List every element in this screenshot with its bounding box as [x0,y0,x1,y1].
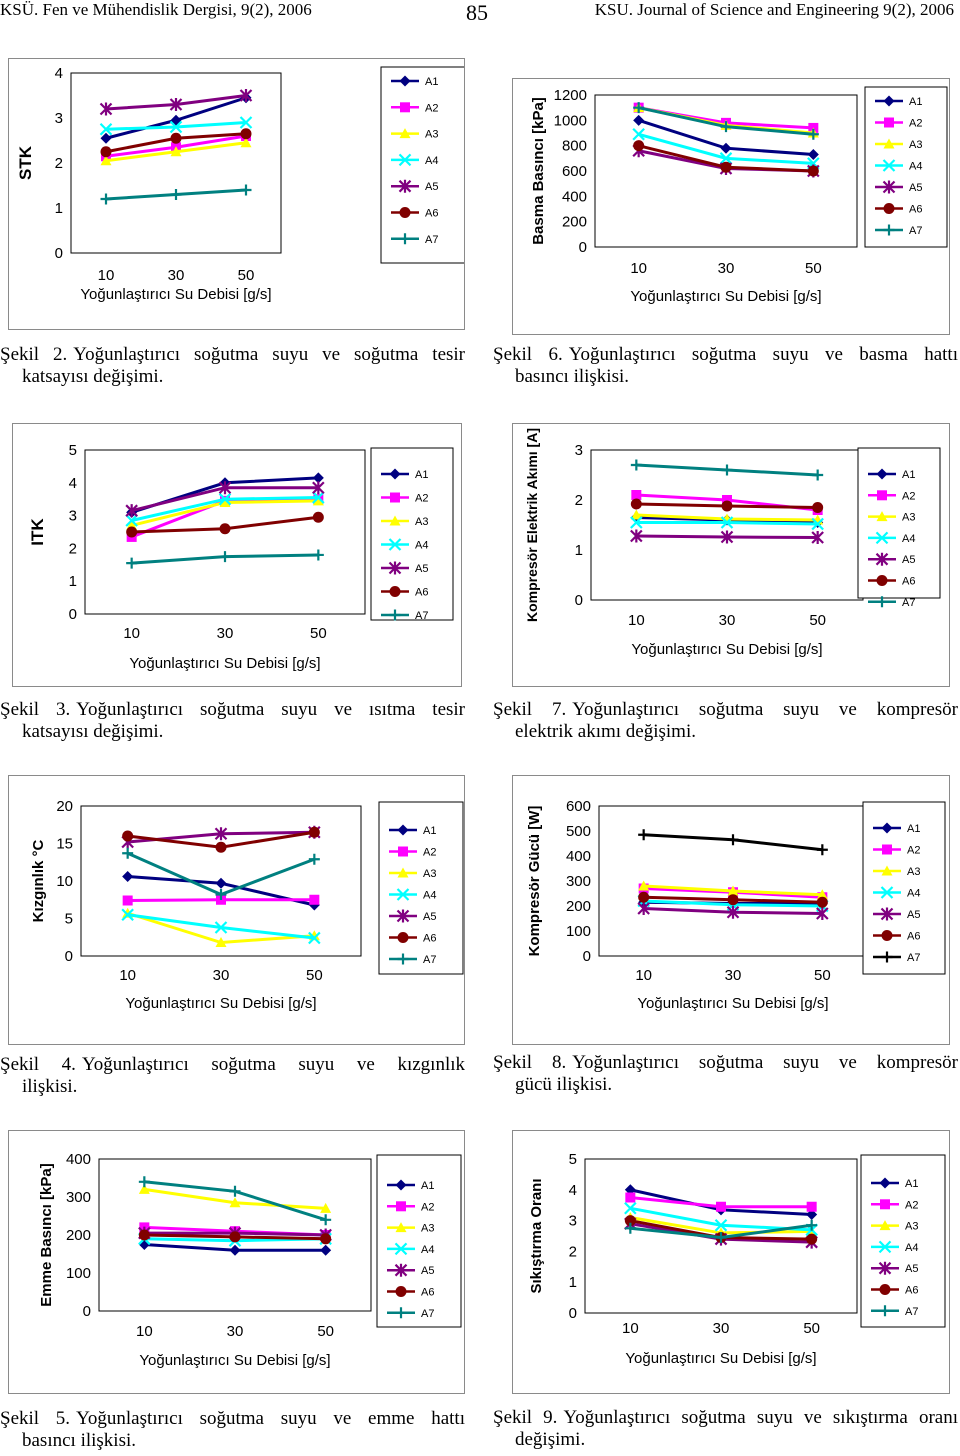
caption-text-cont: basıncı ilişkisi. [515,366,629,387]
y-axis-label: Kızgınlık °C [30,839,47,923]
y-tick-label: 1 [54,200,63,217]
legend-label: A1 [415,469,429,481]
legend-label: A6 [425,207,439,220]
data-point [631,499,642,510]
data-point [123,896,133,906]
y-tick-label: 0 [568,1305,577,1322]
y-tick-label: 200 [561,213,587,231]
caption-fig4 [0,1054,465,1098]
x-tick-label: 30 [226,1323,244,1340]
y-tick-label: 600 [565,798,591,815]
caption-fig8 [493,1052,958,1096]
y-tick-label: 300 [65,1189,91,1206]
data-point [241,128,252,139]
x-tick-label: 50 [317,1323,335,1340]
y-axis-label: Kompresör Gücü [W] [526,805,543,957]
legend-label: A7 [421,1307,435,1320]
data-point [230,1231,241,1242]
chart-fig3 [12,423,462,687]
chart-svg [9,59,464,329]
legend-label: A3 [425,128,439,141]
y-axis-label: Emme Basıncı [kPa] [38,1163,55,1307]
y-axis-label: Sıkıştırma Oranı [528,1178,545,1294]
caption-text: Yoğunlaştırıcı soğutma suyu ve soğutma tesir [73,344,466,365]
y-axis-label: Kompresör Elektrik Akımı [A] [524,428,540,622]
x-tick-label: 50 [809,612,827,629]
data-point [126,527,137,538]
caption-text-cont: gücü ilişkisi. [515,1074,613,1095]
caption-fig2 [0,344,465,388]
legend-label: A4 [415,539,429,552]
caption-fig3 [0,699,465,743]
caption-number: Şekil 7. [493,699,567,720]
legend-label: A2 [907,844,921,857]
caption-number: Şekil 6. [493,344,563,365]
y-tick-label: 100 [565,923,591,940]
legend-label: A3 [423,868,437,880]
legend-label: A6 [905,1284,919,1297]
y-tick-label: 0 [582,948,591,965]
x-tick-label: 30 [712,1320,730,1337]
y-tick-label: 5 [68,442,77,459]
y-tick-label: 4 [68,474,77,492]
caption-text-cont: katsayısı değişimi. [22,366,164,387]
legend-marker [390,586,401,597]
legend-label: A2 [909,117,923,130]
legend-label: A1 [425,76,439,88]
x-axis-label: Yoğunlaştırıcı Su Debisi [g/s] [129,655,321,672]
y-tick-label: 0 [68,606,77,623]
caption-text-cont: değişimi. [515,1429,586,1450]
data-point [812,502,823,513]
caption-number: Şekil 4. [0,1054,76,1075]
chart-fig6 [512,78,950,335]
caption-text: Yoğunlaştırıcı soğutma suyu ve basma hattı [568,344,958,365]
caption-number: Şekil 8. [493,1052,567,1073]
x-axis-label: Yoğunlaştırıcı Su Debisi [g/s] [139,1352,331,1369]
caption-text-cont: basıncı ilişkisi. [22,1430,136,1451]
caption-fig5 [0,1408,465,1452]
legend-label: A6 [907,930,921,943]
x-axis-label: Yoğunlaştırıcı Su Debisi [g/s] [125,995,317,1012]
caption-text: Yoğunlaştırıcı soğutma suyu ve sıkıştırma oranı [563,1407,959,1428]
caption-text: Yoğunlaştırıcı soğutma suyu ve kompresör [572,699,959,720]
plot-area [599,806,867,956]
legend-marker [884,203,895,214]
caption-fig7 [493,699,958,743]
x-tick-label: 10 [119,967,137,984]
x-tick-label: 10 [621,1320,639,1337]
x-axis-label: Yoğunlaştırıcı Su Debisi [g/s] [625,1350,817,1367]
x-tick-label: 50 [813,967,831,984]
y-tick-label: 3 [568,1212,577,1230]
chart-svg [513,1131,949,1393]
legend-marker [400,102,410,112]
legend-marker [396,1201,406,1211]
data-point [728,894,739,905]
x-tick-label: 10 [635,967,653,984]
legend-label: A5 [907,909,921,921]
y-tick-label: 0 [578,239,587,256]
legend-marker [398,932,409,943]
x-tick-label: 30 [717,260,735,277]
y-tick-label: 3 [68,507,77,525]
legend-marker [390,493,400,503]
chart-svg [513,776,949,1044]
y-tick-label: 2 [574,492,583,509]
y-tick-label: 2 [54,155,63,172]
chart-svg [9,776,464,1044]
legend-label: A4 [425,154,439,167]
legend-label: A5 [421,1265,435,1278]
data-point [722,501,733,512]
legend-label: A3 [905,1220,919,1233]
x-tick-label: 10 [627,612,645,629]
caption-text-cont: elektrik akımı değişimi. [515,721,696,742]
chart-fig5 [8,1130,465,1394]
chart-svg [513,79,949,334]
caption-text-cont: ilişkisi. [22,1076,78,1097]
legend-label: A7 [907,952,921,964]
legend [861,1155,945,1327]
x-tick-label: 30 [167,267,185,284]
data-point [309,895,319,905]
y-tick-label: 500 [565,823,591,840]
legend-marker [880,1199,890,1209]
y-tick-label: 400 [565,848,591,865]
legend-label: A1 [909,96,923,108]
caption-text: Yoğunlaştırıcı soğutma suyu ve emme hattı [76,1408,465,1429]
legend-label: A2 [425,102,439,115]
legend-label: A1 [902,469,916,481]
y-tick-label: 4 [54,65,63,82]
chart-fig7 [512,423,950,687]
y-tick-label: 1 [574,542,583,559]
legend-label: A6 [421,1286,435,1299]
y-tick-label: 0 [54,245,63,262]
caption-number: Şekil 5. [0,1408,71,1429]
y-tick-label: 0 [574,592,583,609]
legend-marker [877,490,887,500]
y-tick-label: 1 [568,1274,577,1292]
legend-marker [396,1286,407,1297]
y-tick-label: 10 [56,873,73,890]
legend-label: A7 [415,610,429,622]
journal-header-left: KSÜ. Fen ve Mühendislik Dergisi, 9(2), 2006 [0,0,312,19]
data-point [309,827,320,838]
x-tick-label: 50 [804,260,822,277]
legend-label: A1 [421,1180,435,1192]
legend-label: A7 [423,954,437,966]
legend-label: A2 [905,1199,919,1212]
data-point [216,842,227,853]
x-axis-label: Yoğunlaştırıcı Su Debisi [g/s] [631,641,823,658]
legend-label: A5 [415,563,429,575]
legend [865,87,947,247]
caption-text: Yoğunlaştırıcı soğutma suyu ve ısıtma tesir [76,699,465,720]
data-point [806,1234,817,1245]
y-tick-label: 5 [64,910,73,928]
legend-label: A5 [425,181,439,194]
legend-label: A6 [909,203,923,216]
data-point [320,1233,331,1244]
legend-marker [884,118,894,128]
legend-label: A2 [421,1201,435,1214]
x-tick-label: 10 [97,267,115,284]
legend-marker [882,930,893,941]
x-tick-label: 30 [216,625,234,642]
x-axis-label: Yoğunlaştırıcı Su Debisi [g/s] [80,286,272,303]
caption-text: Yoğunlaştırıcı soğutma suyu ve kızgınlık [81,1054,465,1075]
y-tick-label: 4 [568,1181,577,1199]
data-point [220,523,231,534]
chart-fig2 [8,58,465,330]
page-number: 85 [466,0,488,25]
x-axis-label: Yoğunlaştırıcı Su Debisi [g/s] [637,995,829,1012]
caption-number: Şekil 9. [493,1407,558,1428]
y-tick-label: 0 [64,948,73,965]
y-tick-label: 1000 [553,112,587,130]
y-tick-label: 2 [68,540,77,558]
data-point [625,1193,635,1203]
legend-label: A7 [902,596,916,609]
y-tick-label: 600 [561,163,587,180]
legend-marker [882,845,892,855]
y-tick-label: 400 [561,188,587,206]
y-tick-label: 5 [568,1151,577,1168]
chart-svg [9,1131,464,1393]
data-point [817,897,828,908]
chart-fig9 [512,1130,950,1394]
legend [377,1155,461,1327]
data-point [716,1202,726,1212]
legend-marker [400,207,411,218]
legend-label: A3 [907,866,921,878]
legend-label: A4 [423,889,437,902]
legend-marker [877,575,888,586]
caption-number: Şekil 2. [0,344,68,365]
legend-label: A2 [423,846,437,859]
caption-number: Şekil 3. [0,699,71,720]
y-tick-label: 2 [568,1243,577,1261]
chart-fig4 [8,775,465,1045]
y-tick-label: 800 [561,137,587,155]
data-point [171,133,182,144]
caption-text-cont: katsayısı değişimi. [22,721,164,742]
legend-label: A2 [415,492,429,505]
legend-label: A5 [909,182,923,194]
y-tick-label: 15 [56,835,73,853]
y-tick-label: 3 [54,110,63,127]
x-tick-label: 50 [237,267,255,284]
x-tick-label: 30 [718,612,736,629]
legend-label: A1 [905,1178,919,1190]
y-tick-label: 20 [56,798,73,815]
legend-label: A7 [909,225,923,237]
legend-label: A5 [905,1263,919,1276]
y-tick-label: 1 [68,573,77,591]
legend-label: A4 [907,887,921,900]
legend-label: A6 [423,932,437,945]
x-axis-label: Yoğunlaştırıcı Su Debisi [g/s] [630,288,822,305]
legend-label: A1 [423,825,437,837]
legend-label: A2 [902,490,916,503]
legend [858,448,940,598]
data-point [638,892,649,903]
caption-text: Yoğunlaştırıcı soğutma suyu ve kompresör [572,1052,959,1073]
y-axis-label: STK [16,146,35,180]
legend-label: A7 [905,1305,919,1318]
y-tick-label: 400 [65,1151,91,1168]
legend-marker [398,847,408,857]
legend-label: A3 [421,1222,435,1235]
y-tick-label: 100 [65,1265,91,1282]
journal-header-right: KSU. Journal of Science and Engineering 9(2), 2006 [594,0,954,19]
chart-svg [13,424,461,686]
data-point [313,512,324,523]
y-tick-label: 200 [565,898,591,915]
data-point [808,166,819,177]
legend [381,67,464,263]
legend-label: A5 [902,554,916,567]
legend-label: A3 [909,139,923,151]
y-tick-label: 3 [574,442,583,459]
legend-label: A4 [902,532,916,545]
legend-marker [880,1284,891,1295]
data-point [122,831,133,842]
data-point [807,1202,817,1212]
y-axis-label: ITK [28,518,47,546]
data-point [721,162,732,173]
legend-label: A5 [423,911,437,923]
legend-label: A3 [415,516,429,528]
x-tick-label: 10 [123,625,141,642]
caption-fig9 [493,1407,958,1451]
data-point [633,140,644,151]
chart-svg [513,424,949,686]
legend-label: A4 [905,1241,919,1254]
x-tick-label: 50 [309,625,327,642]
x-tick-label: 10 [135,1323,153,1340]
x-tick-label: 50 [305,967,323,984]
chart-fig8 [512,775,950,1045]
x-tick-label: 10 [630,260,648,277]
x-tick-label: 30 [212,967,230,984]
y-axis-label: Basma Basıncı [kPa] [530,97,547,245]
legend-label: A4 [909,160,923,173]
data-point [101,146,112,157]
legend-label: A1 [907,823,921,835]
legend-label: A7 [425,233,439,246]
y-tick-label: 1200 [553,87,587,104]
legend-label: A6 [415,586,429,599]
legend-label: A6 [902,575,916,588]
legend-label: A4 [421,1243,435,1256]
y-tick-label: 300 [565,873,591,890]
y-tick-label: 0 [82,1303,91,1320]
y-tick-label: 200 [65,1227,91,1244]
x-tick-label: 30 [724,967,742,984]
x-tick-label: 50 [803,1320,821,1337]
caption-fig6 [493,344,958,388]
data-point [139,1230,150,1241]
legend-label: A3 [902,511,916,524]
legend [379,802,463,974]
